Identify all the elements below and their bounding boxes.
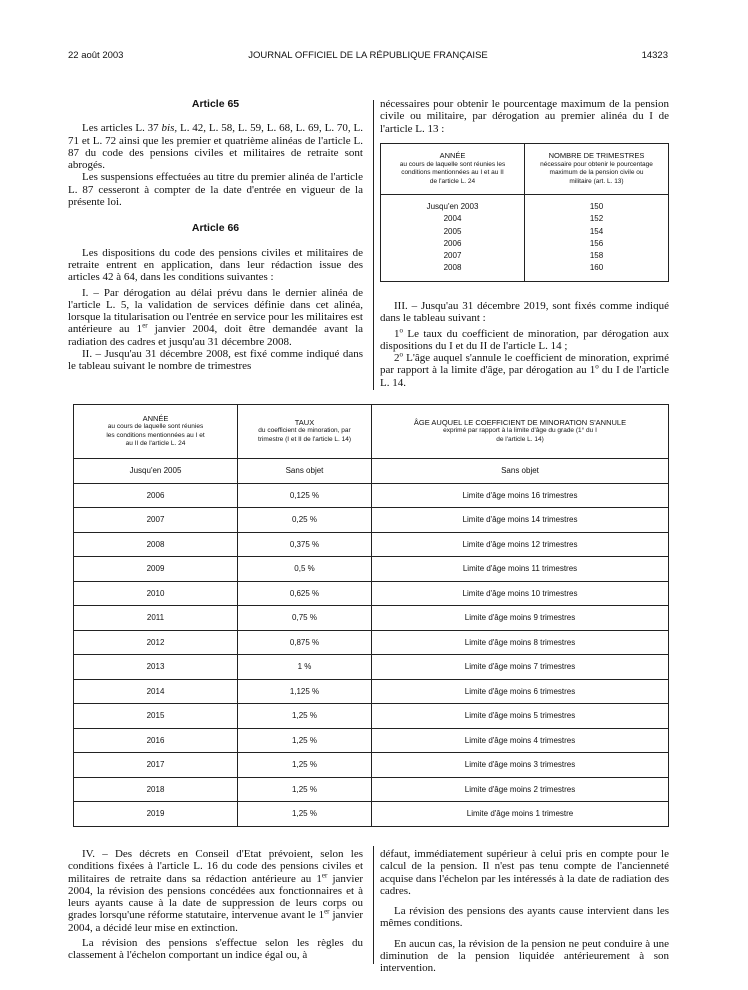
bottom-left-column	[68, 848, 363, 962]
minoration-rate-cell: 0,375 %	[238, 532, 372, 557]
minoration-rate-cell: 1,25 %	[238, 777, 372, 802]
minoration-age-cell: Limite d'âge moins 9 trimestres	[372, 606, 669, 631]
minoration-rate-cell: 0,625 %	[238, 581, 372, 606]
article-65-title: Article 65	[191, 98, 240, 110]
minoration-year-cell: 2016	[74, 728, 238, 753]
minoration-age-cell: Limite d'âge moins 3 trimestres	[372, 753, 669, 778]
minoration-rate-cell: 1,25 %	[238, 802, 372, 827]
minoration-age-cell: Limite d'âge moins 10 trimestres	[372, 581, 669, 606]
minoration-rate-cell: 0,25 %	[238, 508, 372, 533]
minoration-rate-cell: Sans objet	[238, 459, 372, 484]
header-date: 22 août 2003	[68, 50, 124, 61]
minoration-table-row	[74, 606, 669, 631]
trimestres-body-row	[381, 195, 669, 282]
minoration-age-cell: Sans objet	[372, 459, 669, 484]
right-paragraph-4: 2$^o$ L'âge auquel s'annule le coefficient de minoration, exprimé par rapport à la limite d'âge, par dérogation au 1$^o$ du I de l'article L. 14.	[380, 350, 669, 389]
article-66-title: Article 66	[191, 222, 240, 235]
minoration-rate-cell: 1,25 %	[238, 728, 372, 753]
minoration-table-row	[74, 483, 669, 508]
header-journal-title: JOURNAL OFFICIEL DE LA RÉPUBLIQUE FRANÇAISE	[248, 50, 488, 61]
minoration-year-cell: 2017	[74, 753, 238, 778]
minoration-table-row	[74, 802, 669, 827]
minoration-rate-cell: 0,5 %	[238, 557, 372, 582]
minoration-year-cell: 2015	[74, 704, 238, 729]
minoration-year-cell: 2009	[74, 557, 238, 582]
minoration-table-row	[74, 679, 669, 704]
minoration-year-cell: 2008	[74, 532, 238, 557]
minoration-age-cell: Limite d'âge moins 14 trimestres	[372, 508, 669, 533]
minoration-table-row	[74, 728, 669, 753]
header-page-number: 14323	[641, 50, 668, 61]
minoration-age-cell: Limite d'âge moins 8 trimestres	[372, 630, 669, 655]
minoration-table-row	[74, 753, 669, 778]
minoration-age-cell: Limite d'âge moins 12 trimestres	[372, 532, 669, 557]
minoration-rate-cell: 1,125 %	[238, 679, 372, 704]
minoration-table-row	[74, 459, 669, 484]
bottom-right-paragraph-1: défaut, immédiatement supérieur à celui pris en compte pour le calcul de la pension. Il n'est pas tenu compte de l'ancienneté acquise dans l'échelon par les intéressés à la date de radiation des cadres.	[380, 848, 669, 897]
minoration-rate-cell: 1 %	[238, 655, 372, 680]
bottom-left-paragraph-2: La révision des pensions s'effectue selon les règles du classement à l'échelon comportant un indice égal ou, à	[68, 937, 363, 962]
minoration-rate-cell: 1,25 %	[238, 704, 372, 729]
minoration-year-cell: 2013	[74, 655, 238, 680]
minoration-age-cell: Limite d'âge moins 11 trimestres	[372, 557, 669, 582]
minoration-table-body	[74, 459, 669, 827]
left-column	[68, 98, 363, 373]
page-header	[68, 50, 668, 64]
minoration-table-row	[74, 557, 669, 582]
minoration-year-cell: 2014	[74, 679, 238, 704]
minoration-col2-header: TAUX du coefficient de minoration, par trimestre (I et II de l'article L. 14)	[238, 405, 372, 459]
minoration-table-row	[74, 532, 669, 557]
right-paragraph-1: nécessaires pour obtenir le pourcentage maximum de la pension civile ou militaire, par dérogation au premier alinéa du I de l'article L. 13 :	[380, 98, 669, 135]
minoration-rate-cell: 0,75 %	[238, 606, 372, 631]
minoration-year-cell: 2006	[74, 483, 238, 508]
article-66-paragraph-3: II. – Jusqu'au 31 décembre 2008, est fixé comme indiqué dans le tableau suivant le nombre de trimestres	[68, 348, 363, 373]
right-paragraph-3: 1$^o$ Le taux du coefficient de minoration, par dérogation aux dispositions du I et du II de l'article L. 14 ;	[380, 325, 669, 352]
minoration-age-cell: Limite d'âge moins 5 trimestres	[372, 704, 669, 729]
minoration-year-cell: 2007	[74, 508, 238, 533]
minoration-age-cell: Limite d'âge moins 2 trimestres	[372, 777, 669, 802]
minoration-table-row	[74, 630, 669, 655]
bottom-right-paragraph-3: En aucun cas, la révision de la pension ne peut conduire à une diminution de la pension liquidée antérieurement à son intervention.	[380, 937, 669, 975]
article-65-paragraph-2: Les suspensions effectuées au titre du premier alinéa de l'article L. 87 cesseront à compter de la date d'entrée en vigueur de la présente loi.	[68, 171, 363, 209]
minoration-col1-header: ANNÉE au cours de laquelle sont réunies les conditions mentionnées au I et au II de l'article L. 24	[74, 405, 238, 459]
minoration-table-row	[74, 581, 669, 606]
trimestres-col2-header: NOMBRE DE TRIMESTRES nécessaire pour obtenir le pourcentage maximum de la pension civile ou militaire (art. L. 13)	[525, 144, 669, 195]
minoration-rate-cell: 0,125 %	[238, 483, 372, 508]
column-separator-bottom	[373, 846, 374, 964]
minoration-year-cell: Jusqu'en 2005	[74, 459, 238, 484]
minoration-table-row	[74, 508, 669, 533]
minoration-age-cell: Limite d'âge moins 7 trimestres	[372, 655, 669, 680]
right-column-intro	[380, 98, 669, 135]
minoration-table-row	[74, 655, 669, 680]
minoration-age-cell: Limite d'âge moins 16 trimestres	[372, 483, 669, 508]
trimestres-values-cell: 150 152 154 156 158 160	[525, 195, 669, 282]
article-66-paragraph-1: Les dispositions du code des pensions civiles et militaires de retraite entrent en application, dans leur rédaction issue des articles 42 à 64, dans les conditions suivantes :	[68, 246, 363, 284]
minoration-table-row	[74, 777, 669, 802]
minoration-age-cell: Limite d'âge moins 6 trimestres	[372, 679, 669, 704]
article-66-paragraph-2: I. – Par dérogation au délai prévu dans le dernier alinéa de l'article L. 5, la validation de services définie dans cet alinéa, lorsque la titularisation ou l'entrée en service pour les militaires est antérieure au 1er janvier 2004, doit être demandée avant la radiation des cadres et jusqu'au 31 décembre 2008.	[68, 286, 364, 348]
right-paragraph-2: III. – Jusqu'au 31 décembre 2019, sont fixés comme indiqué dans le tableau suivant :	[380, 300, 669, 325]
minoration-rate-cell: 0,875 %	[238, 630, 372, 655]
bottom-right-paragraph-2: La révision des pensions des ayants cause intervient dans les mêmes conditions.	[380, 905, 669, 930]
minoration-year-cell: 2010	[74, 581, 238, 606]
minoration-year-cell: 2011	[74, 606, 238, 631]
bottom-left-paragraph-1: IV. – Des décrets en Conseil d'Etat prévoient, selon les conditions fixées à l'article L. 16 du code des pensions civiles et militaires de retraite dans sa rédaction antérieure au 1er janvier 2004, la révision des pensions concédées aux fonctionnaires et à leurs ayants cause à la date de suppression de leurs corps ou grades lorsqu'une réforme statutaire, intervenue avant le 1er janvier 2004, a décidé leur mise en extinction.	[68, 848, 363, 934]
bottom-right-column	[380, 848, 669, 975]
right-column-section-3	[380, 300, 669, 389]
minoration-age-cell: Limite d'âge moins 4 trimestres	[372, 728, 669, 753]
minoration-year-cell: 2019	[74, 802, 238, 827]
trimestres-table	[380, 143, 669, 282]
trimestres-years-cell: Jusqu'en 2003 2004 2005 2006 2007 2008	[381, 195, 525, 282]
minoration-year-cell: 2012	[74, 630, 238, 655]
minoration-table-row	[74, 704, 669, 729]
minoration-rate-cell: 1,25 %	[238, 753, 372, 778]
minoration-table	[73, 404, 669, 827]
minoration-age-cell: Limite d'âge moins 1 trimestre	[372, 802, 669, 827]
trimestres-col1-header: ANNÉE au cours de laquelle sont réunies les conditions mentionnées au I et au II de l'article L. 24	[381, 144, 525, 195]
minoration-col3-header: ÂGE AUQUEL LE COEFFICIENT DE MINORATION S'ANNULE exprimé par rapport à la limite d'âge du grade (1° du I de l'article L. 14)	[372, 405, 669, 459]
minoration-year-cell: 2018	[74, 777, 238, 802]
article-65-paragraph-1: Les articles L. 37 bis, L. 42, L. 58, L. 59, L. 68, L. 69, L. 70, L. 71 et L. 72 ainsi que les premier et quatrième alinéas de l'article L. 87 du code des pensions civiles et militaires de retraite sont abrogés.	[68, 122, 363, 172]
column-separator-top	[373, 100, 374, 390]
